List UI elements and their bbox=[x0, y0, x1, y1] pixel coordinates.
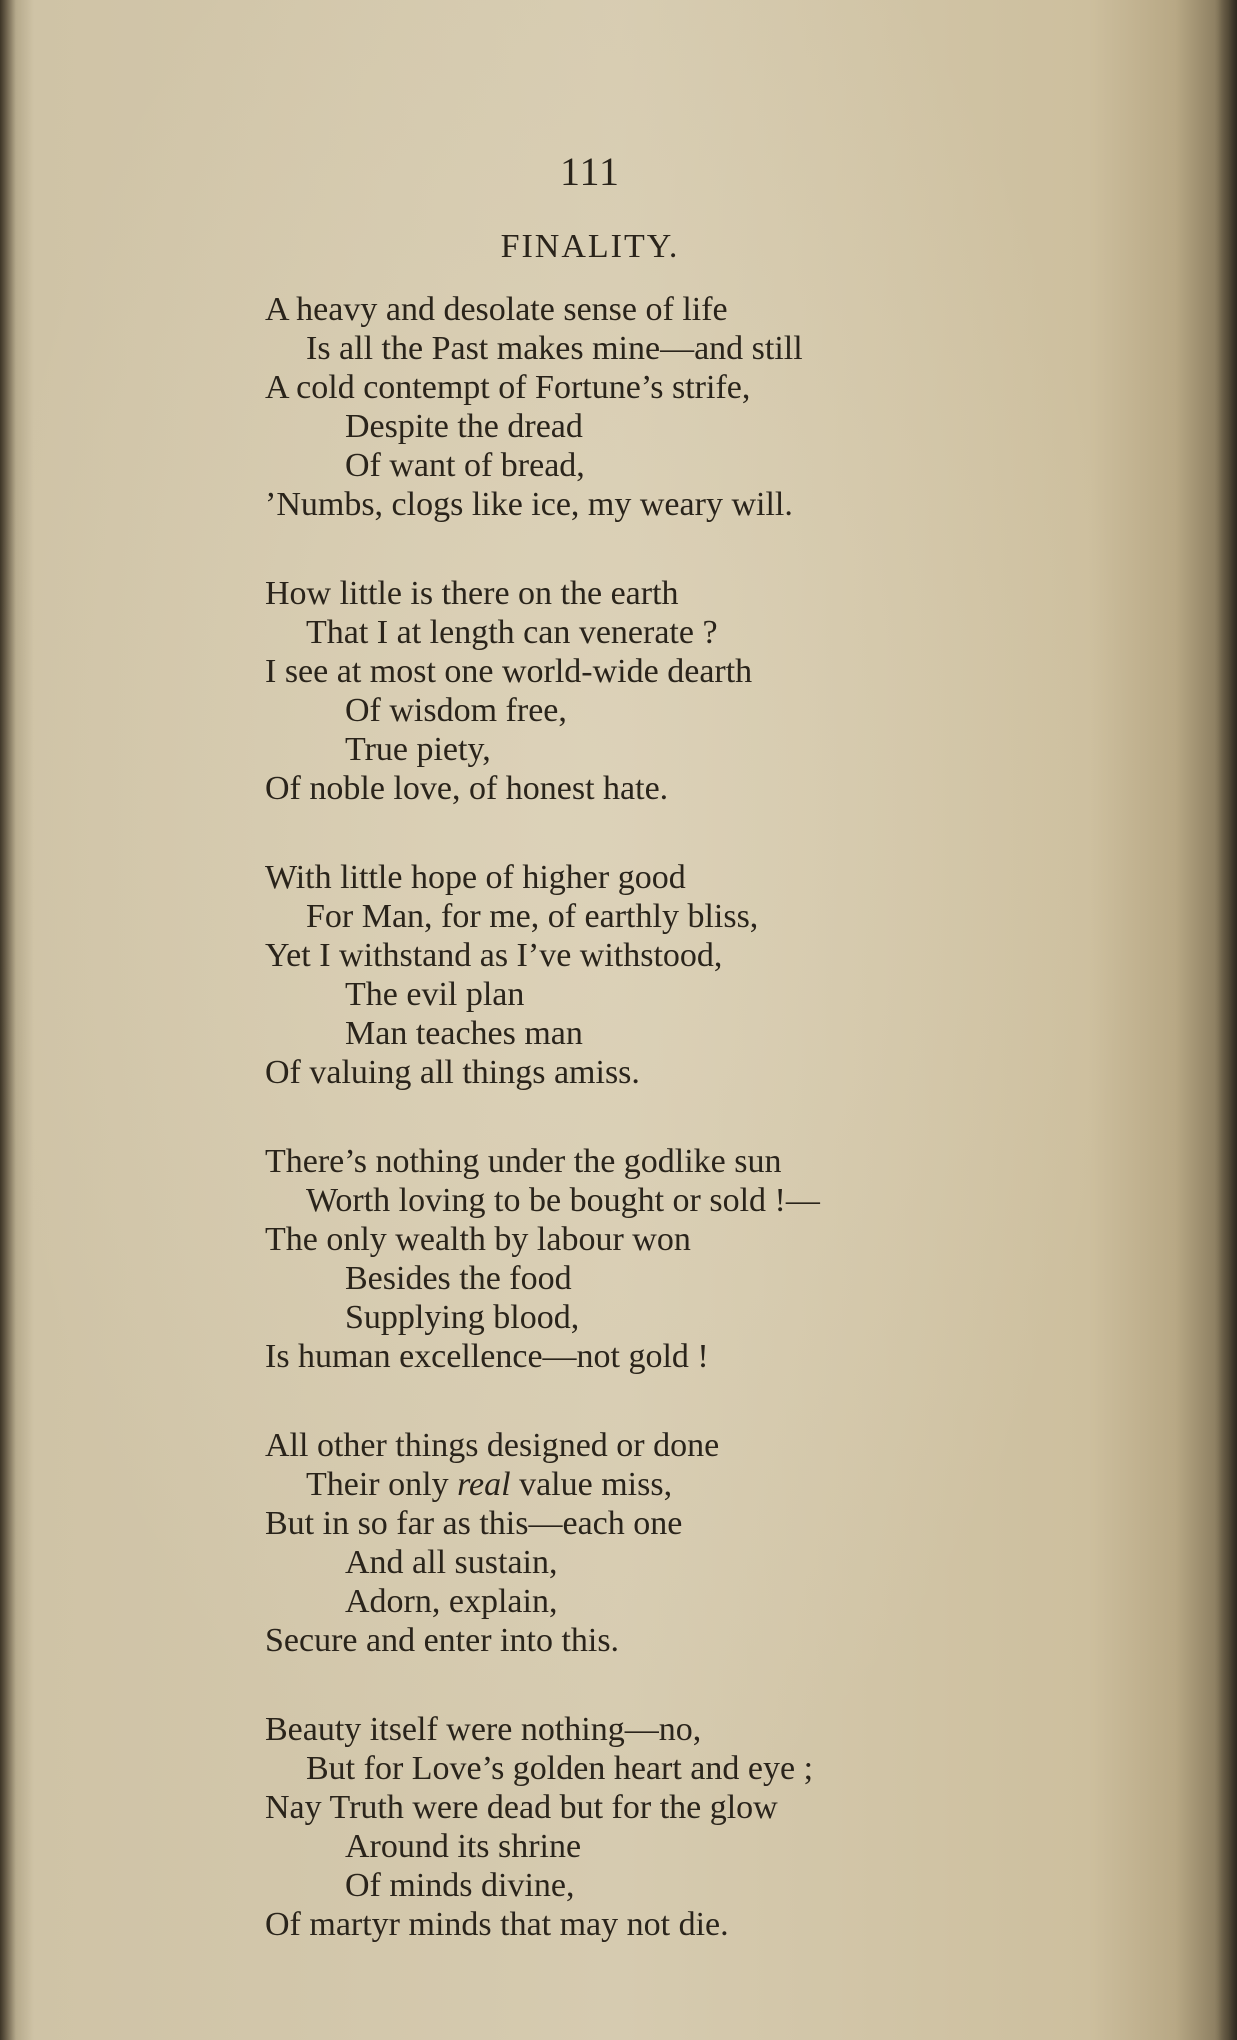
poem-line: The only wealth by labour won bbox=[265, 1221, 691, 1258]
poem-line: With little hope of higher good bbox=[265, 859, 686, 896]
stanza-5 bbox=[265, 1426, 1165, 1660]
poem-line: Secure and enter into this. bbox=[265, 1622, 620, 1659]
stanza-2 bbox=[265, 574, 1165, 808]
page-number: 111 bbox=[559, 149, 621, 194]
poem-line: Adorn, explain, bbox=[345, 1583, 558, 1620]
poem-line-text: Their only bbox=[306, 1466, 458, 1503]
poem-line-text: value miss, bbox=[510, 1466, 673, 1503]
poem-line: Worth loving to be bought or sold !— bbox=[306, 1182, 820, 1219]
poem-line: Beauty itself were nothing—no, bbox=[265, 1711, 702, 1748]
poem-line: ’Numbs, clogs like ice, my weary will. bbox=[265, 486, 793, 523]
poem-line: True piety, bbox=[345, 731, 491, 768]
poem-line: All other things designed or done bbox=[265, 1427, 720, 1464]
poem-line: Of want of bread, bbox=[345, 447, 585, 484]
poem-line: Yet I withstand as I’ve withstood, bbox=[265, 937, 723, 974]
poem-line: How little is there on the earth bbox=[265, 575, 679, 612]
poem-body bbox=[265, 290, 1165, 1994]
poem-line: Is all the Past makes mine—and still bbox=[306, 330, 803, 367]
emphasized-word: real bbox=[457, 1466, 511, 1503]
poem-line: Of noble love, of honest hate. bbox=[265, 770, 669, 807]
poem-line: A cold contempt of Fortune’s strife, bbox=[265, 369, 751, 406]
poem-line: Of martyr minds that may not die. bbox=[265, 1906, 729, 1943]
poem-line: But for Love’s golden heart and eye ; bbox=[306, 1750, 814, 1787]
poem-line: Man teaches man bbox=[345, 1015, 583, 1052]
poem-line: For Man, for me, of earthly bliss, bbox=[306, 898, 759, 935]
poem-line: A heavy and desolate sense of life bbox=[265, 291, 728, 328]
stanza-6 bbox=[265, 1710, 1165, 1944]
poem-title: FINALITY. bbox=[500, 228, 680, 265]
poem-line: I see at most one world-wide dearth bbox=[265, 653, 753, 690]
page-edge-shadow bbox=[1215, 0, 1237, 2040]
poem-line: Supplying blood, bbox=[345, 1299, 580, 1336]
poem-line: There’s nothing under the godlike sun bbox=[265, 1143, 782, 1180]
poem-line: And all sustain, bbox=[345, 1544, 558, 1581]
poem-line: Of minds divine, bbox=[345, 1867, 575, 1904]
poem-line: Around its shrine bbox=[345, 1828, 582, 1865]
stanza-4 bbox=[265, 1142, 1165, 1376]
poem-line: Nay Truth were dead but for the glow bbox=[265, 1789, 778, 1826]
poem-line: Is human excellence—not gold ! bbox=[265, 1338, 709, 1375]
poem-line: But in so far as this—each one bbox=[265, 1505, 683, 1542]
poem-line: Of wisdom free, bbox=[345, 692, 567, 729]
stanza-3 bbox=[265, 858, 1165, 1092]
stanza-1 bbox=[265, 290, 1165, 524]
poem-line: Of valuing all things amiss. bbox=[265, 1054, 640, 1091]
poem-line: The evil plan bbox=[345, 976, 525, 1013]
poem-line: That I at length can venerate ? bbox=[306, 614, 718, 651]
poem-line bbox=[265, 1465, 1165, 1504]
poem-line: Besides the food bbox=[345, 1260, 572, 1297]
poem-line: Despite the dread bbox=[345, 408, 583, 445]
